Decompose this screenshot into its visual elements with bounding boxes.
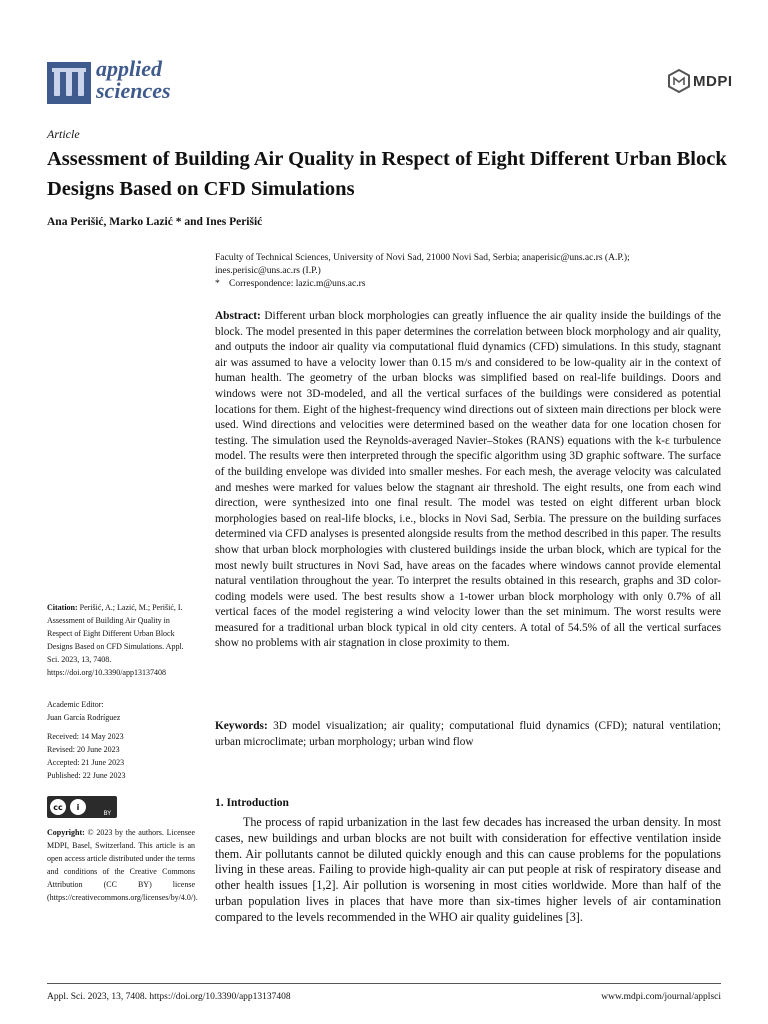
attribution-icon: i: [70, 799, 86, 815]
footer-divider: [47, 983, 721, 984]
publisher-name: MDPI: [693, 72, 733, 90]
journal-logo-icon: [47, 62, 91, 104]
correspondence: [215, 278, 721, 291]
citation: [47, 601, 195, 679]
date-received: Received: 14 May 2023: [47, 732, 124, 741]
cc-by-label: BY: [103, 810, 111, 817]
copyright-text: © 2023 by the authors. Licensee MDPI, Basel, Switzerland. This article is an open access article distributed under the terms and conditions of the Creative Commons Attribution (CC BY) license (https://creativecommons.org/licenses/by/4.0/).: [47, 828, 198, 902]
publisher-logo: [668, 66, 733, 96]
journal-name-line1: applied: [96, 56, 162, 81]
article-type: Article: [47, 127, 80, 141]
cc-icon: cc: [50, 799, 66, 815]
section-heading-introduction: 1. Introduction: [215, 797, 289, 809]
copyright: [47, 826, 198, 904]
copyright-label: Copyright:: [47, 828, 85, 837]
affiliation-line2: ines.perisic@uns.ac.rs (I.P.): [215, 266, 321, 276]
date-revised: Revised: 20 June 2023: [47, 745, 120, 754]
footer-journal-link[interactable]: www.mdpi.com/journal/applsci: [601, 992, 721, 1002]
mdpi-hexagon-icon: [668, 69, 690, 93]
publication-dates: [47, 730, 195, 782]
correspondence-text: Correspondence: lazic.m@uns.ac.rs: [229, 279, 366, 289]
date-published: Published: 22 June 2023: [47, 771, 126, 780]
abstract: [215, 309, 721, 652]
keywords: [215, 719, 721, 750]
authors: Ana Perišić, Marko Lazić * and Ines Perišić: [47, 216, 263, 228]
date-accepted: Accepted: 21 June 2023: [47, 758, 125, 767]
abstract-text: Different urban block morphologies can greatly influence the air quality inside the buildings of the block. The model presented in this paper determines the correlation between block morphology and air quality, and outputs the indoor air quality via computational fluid dynamics (CFD) simulations. In this study, stagnant air was assumed to have a velocity lower than 0.15 m/s and considered to be low-quality air in the context of human health. The geometry of the urban blocks was simplified based on real-life buildings. Doors and windows were not 3D-modeled, and all the vertical surfaces of the buildings were considered as potential locations for them. Eight of the highest-frequency wind directions out of sixteen main directions per block were used. Wind directions and velocities were determined based on the weather data for one location chosen for testing. The simulation used the Reynolds-averaged Navier–Stokes (RANS) equations with the k-ε turbulence model. The results were then interpreted through the specific algorithm using 3D graphic software. The surface of the building envelope was divided into smaller meshes. For each mesh, the average velocity was calculated and meshes were marked for values below the stagnant air threshold. The eight results, one from each wind direction, were synthesized into one final result. The model was tested on eight different urban block morphologies based on real-life blocks, i.e., blocks in Novi Sad, Serbia. The pressure on the building surfaces determined via CFD analyses is presented alongside results from the method described in this paper. The results show that urban block morphologies with clustered buildings inside the urban block, which are typical for the most newly built structures in Novi Sad, have areas on the facades where windows cannot provide elemental natural ventilation throughout the year. To interpret the results obtained in this research, graphs and 3D color-coding models were used. The best results show a 1-tower urban block morphology with only 0.7% of all vertical faces of the model registering a wind velocity lower than the set minimum. The worst results were measured for a traditional urban block typical in old city centers. A total of 54.5% of all the vertical surfaces show no problems with air stagnation in close proximity to them.: [215, 310, 721, 650]
journal-name-line2: sciences: [96, 78, 171, 103]
citation-text: Perišić, A.; Lazić, M.; Perišić, I. Assessment of Building Air Quality in Respect of Eight Different Urban Block Designs Based on CFD Simulations. Appl. Sci. 2023, 13, 7408. https://doi.org/10.3390/app13137408: [47, 603, 184, 677]
academic-editor: [47, 698, 195, 724]
affiliation-line1: Faculty of Technical Sciences, University of Novi Sad, 21000 Novi Sad, Serbia; anaperisic@uns.ac.rs (A.P.);: [215, 253, 630, 263]
affiliation: [215, 252, 721, 291]
academic-editor-name: Juan García Rodríguez: [47, 713, 121, 722]
introduction-paragraph: The process of rapid urbanization in the last few decades has increased the urban density. In most cases, new buildings and urban blocks are not built with consideration for effective ventilation inside them. Air pollutants cannot be diluted quickly enough and this can cause problems for the populations living in these areas. Failing to provide high-quality air can put people at risk of respiratory disease and other health issues [1,2]. Air pollution is worsening in most cities worldwide. More than half of the urban population lives in places that have more than six-times higher levels of air contamination compared to the levels recommended in the WHO air quality guidelines [3].: [215, 815, 721, 924]
citation-label: Citation:: [47, 603, 78, 612]
footer-citation: Appl. Sci. 2023, 13, 7408. https://doi.org/10.3390/app13137408: [47, 992, 291, 1002]
keywords-text: 3D model visualization; air quality; computational fluid dynamics (CFD); natural ventilation; urban microclimate; urban morphology; urban wind flow: [215, 720, 721, 748]
correspondence-mark: *: [215, 279, 220, 289]
academic-editor-label: Academic Editor:: [47, 700, 104, 709]
keywords-label: Keywords:: [215, 720, 268, 732]
cc-by-license-icon[interactable]: [47, 796, 117, 818]
abstract-label: Abstract:: [215, 310, 261, 322]
journal-name: [96, 58, 171, 102]
article-title: Assessment of Building Air Quality in Respect of Eight Different Urban Block Designs Based on CFD Simulations: [47, 148, 727, 200]
